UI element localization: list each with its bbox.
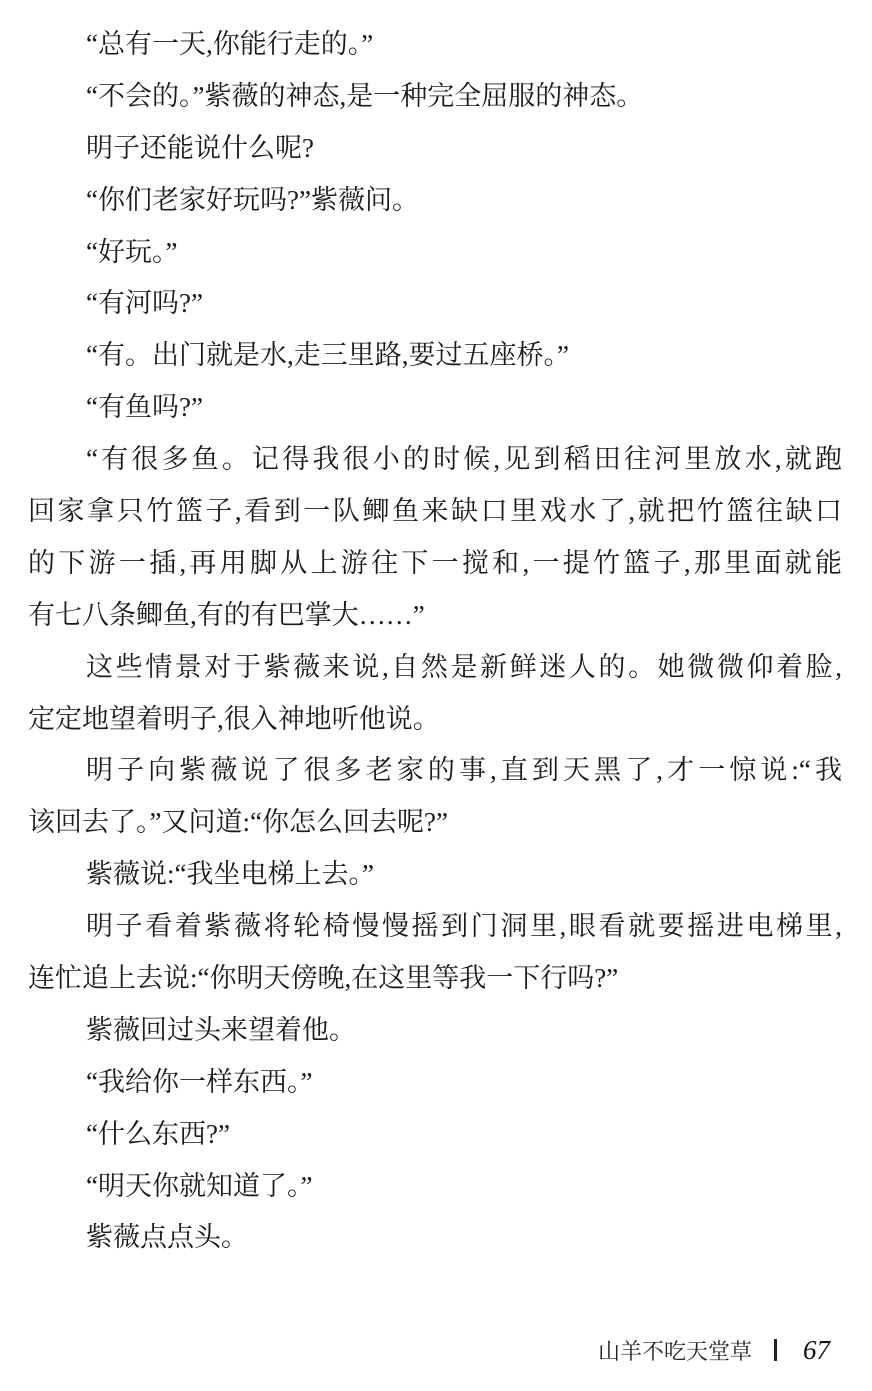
paragraph <box>28 901 842 1005</box>
paragraph <box>28 1057 842 1109</box>
body-text <box>28 19 842 1264</box>
text-line: 这些情景对于紫薇来说,自然是新鲜迷人的。她微微仰着脸, <box>86 651 842 682</box>
page-footer <box>598 1330 830 1370</box>
paragraph <box>28 175 842 227</box>
text-line: “有鱼吗?” <box>86 392 203 423</box>
text-line: “总有一天,你能行走的。” <box>86 29 374 59</box>
paragraph <box>28 123 842 175</box>
text-line: 的下游一插,再用脚从上游往下一搅和,一提竹篮子,那里面就能 <box>28 547 842 578</box>
text-line: “明天你就知道了。” <box>86 1170 313 1201</box>
footer-divider <box>774 1339 777 1361</box>
text-line: 明子看着紫薇将轮椅慢慢摇到门洞里,眼看就要摇进电梯里, <box>86 911 842 942</box>
text-line: 明子还能说什么呢? <box>86 132 314 163</box>
paragraph <box>28 278 842 330</box>
text-line: “好玩。” <box>86 236 178 267</box>
paragraph <box>28 1161 842 1213</box>
text-line: “不会的。”紫薇的神态,是一种完全屈服的神态。 <box>86 80 644 111</box>
text-line: “什么东西?” <box>86 1118 230 1149</box>
paragraph <box>28 745 842 849</box>
paragraph <box>28 1005 842 1057</box>
paragraph <box>28 382 842 434</box>
text-line: 紫薇点点头。 <box>86 1222 248 1253</box>
paragraph <box>28 434 842 642</box>
paragraph <box>28 849 842 901</box>
text-line: 有七八条鲫鱼,有的有巴掌大……” <box>28 599 425 630</box>
paragraph <box>28 642 842 746</box>
text-line: “我给你一样东西。” <box>86 1066 313 1097</box>
page-number: 67 <box>803 1334 831 1365</box>
text-line: 紫薇回过头来望着他。 <box>86 1014 356 1045</box>
text-line: “有很多鱼。记得我很小的时候,见到稻田往河里放水,就跑 <box>86 444 842 475</box>
text-line: 明子向紫薇说了很多老家的事,直到天黑了,才一惊说:“我 <box>86 755 842 786</box>
text-line: 定定地望着明子,很入神地听他说。 <box>28 703 440 734</box>
running-title: 山羊不吃天堂草 <box>598 1338 753 1364</box>
paragraph <box>28 227 842 279</box>
text-line: “有河吗?” <box>86 288 203 319</box>
paragraph <box>28 71 842 123</box>
text-line: 紫薇说:“我坐电梯上去。” <box>86 859 374 890</box>
text-line: “有。出门就是水,走三里路,要过五座桥。” <box>86 340 569 371</box>
paragraph <box>28 1212 842 1264</box>
text-line: 连忙追上去说:“你明天傍晚,在这里等我一下行吗?” <box>28 963 619 994</box>
text-line: 该回去了。”又问道:“你怎么回去呢?” <box>28 807 448 838</box>
text-line: 回家拿只竹篮子,看到一队鲫鱼来缺口里戏水了,就把竹篮往缺口 <box>28 496 842 527</box>
paragraph <box>28 1109 842 1161</box>
paragraph <box>28 330 842 382</box>
paragraph <box>28 19 842 71</box>
text-line: “你们老家好玩吗?”紫薇问。 <box>86 184 419 215</box>
